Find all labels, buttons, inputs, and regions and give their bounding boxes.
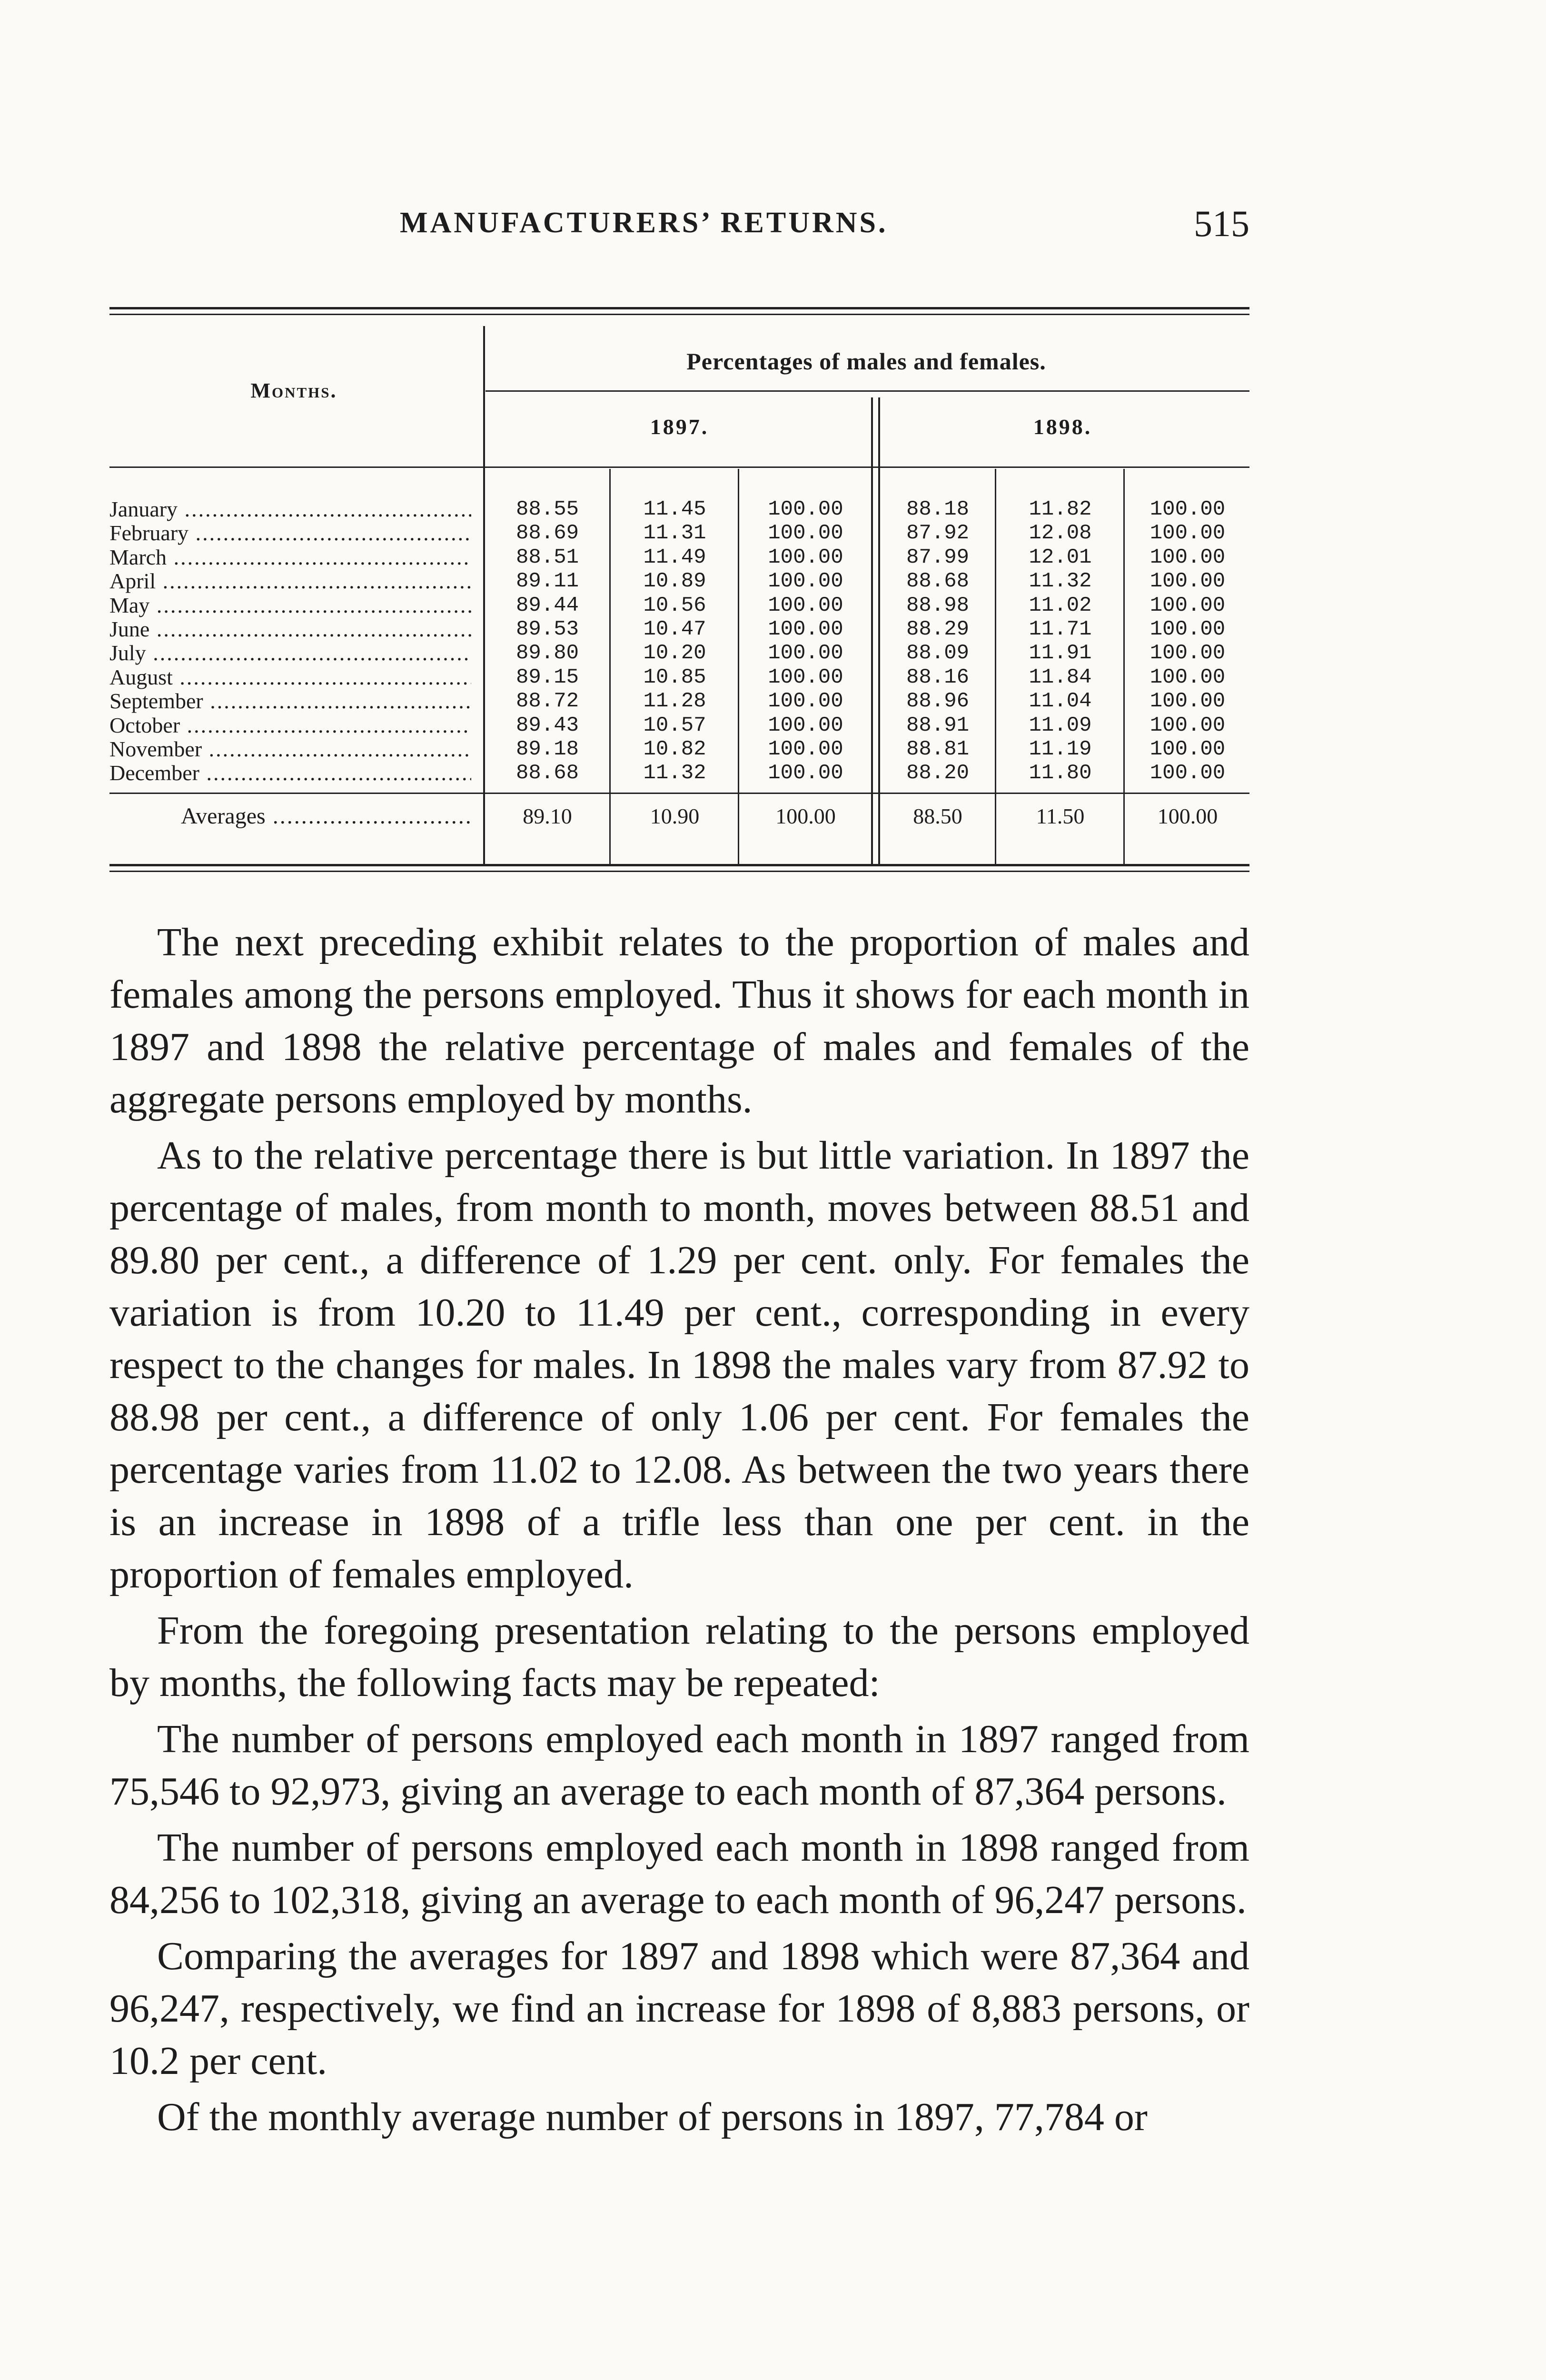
paragraph: From the foregoing presentation relating to the persons employed by months, the following facts may be repeated:	[109, 1608, 1249, 1705]
males-1897: 88.68	[515, 761, 579, 785]
males-1898: 88.20	[906, 761, 970, 785]
total-1897: 100.00	[768, 665, 843, 689]
table-body	[109, 497, 1249, 785]
percentages-header: Percentages of males and females.	[686, 348, 1046, 375]
table-row	[109, 665, 1249, 689]
paragraph: The next preceding exhibit relates to the proportion of males and females among the persons employed. Thus it shows for each month in 1897 and 1898 the relative percentage of males and females of the aggregate persons employed by months.	[109, 920, 1249, 1121]
males-1897: 89.80	[515, 641, 579, 665]
total-1898: 100.00	[1150, 569, 1226, 594]
table-top-rule-inner	[109, 314, 1249, 315]
avg-females-1897: 10.90	[650, 804, 700, 828]
females-1898: 11.71	[1029, 617, 1092, 641]
total-1898: 100.00	[1150, 521, 1226, 545]
females-1897: 10.82	[643, 737, 706, 761]
males-1897: 88.51	[515, 545, 579, 569]
month-label: April .....	[109, 569, 471, 593]
total-1897: 100.00	[768, 737, 843, 761]
females-1897: 10.57	[643, 713, 706, 737]
females-1897: 10.89	[643, 569, 706, 594]
total-1897: 100.00	[768, 545, 843, 569]
total-1897: 100.00	[768, 497, 843, 521]
males-1898: 87.99	[906, 545, 970, 569]
percentage-table	[109, 307, 1249, 878]
table-row	[109, 689, 1249, 713]
paragraph: The number of persons employed each month in 1898 ranged from 84,256 to 102,318, giving an average to each month of 96,247 persons.	[109, 1825, 1249, 1922]
table-row	[109, 641, 1249, 665]
males-1897: 88.55	[515, 497, 579, 521]
total-1897: 100.00	[768, 713, 843, 737]
males-1898: 88.96	[906, 689, 970, 714]
females-1898: 11.80	[1029, 761, 1092, 785]
total-1898: 100.00	[1150, 641, 1226, 665]
month-label: October .....	[109, 714, 471, 737]
males-1898: 87.92	[906, 521, 970, 545]
females-1898: 12.08	[1029, 521, 1092, 545]
table-bottom-rule-inner	[109, 871, 1249, 872]
table-row	[109, 761, 1249, 785]
males-1897: 88.69	[515, 521, 579, 545]
month-label: November .....	[109, 737, 471, 761]
total-1898: 100.00	[1150, 665, 1226, 689]
males-1897: 89.15	[515, 665, 579, 689]
table-row	[109, 737, 1249, 761]
total-1898: 100.00	[1150, 761, 1226, 785]
total-1897: 100.00	[768, 641, 843, 665]
females-1898: 12.01	[1029, 545, 1092, 569]
year-1897-header: 1897.	[650, 415, 709, 439]
males-1898: 88.81	[906, 737, 970, 761]
year-1898-header: 1898.	[1033, 415, 1092, 439]
females-1897: 10.20	[643, 641, 706, 665]
total-1898: 100.00	[1150, 617, 1226, 641]
month-label: August .....	[109, 665, 471, 689]
month-label: January .....	[109, 497, 471, 521]
females-1897: 10.56	[643, 593, 706, 617]
table-row	[109, 497, 1249, 521]
females-1897: 11.49	[643, 545, 706, 569]
total-1898: 100.00	[1150, 689, 1226, 714]
total-1898: 100.00	[1150, 593, 1226, 617]
males-1898: 88.29	[906, 617, 970, 641]
females-1898: 11.84	[1029, 665, 1092, 689]
averages-top-rule	[109, 793, 1249, 794]
total-1898: 100.00	[1150, 545, 1226, 569]
table-row	[109, 714, 1249, 737]
males-1897: 89.43	[515, 713, 579, 737]
females-1898: 11.19	[1029, 737, 1092, 761]
avg-total-1898: 100.00	[1157, 804, 1218, 828]
avg-males-1897: 89.10	[523, 804, 572, 828]
month-label: June .....	[109, 617, 471, 641]
total-1898: 100.00	[1150, 737, 1226, 761]
table-row	[109, 545, 1249, 569]
males-1897: 89.18	[515, 737, 579, 761]
table-row	[109, 521, 1249, 545]
header-bottom-rule	[109, 466, 1249, 468]
males-1898: 88.98	[906, 593, 970, 617]
table-row	[109, 594, 1249, 617]
total-1897: 100.00	[768, 617, 843, 641]
paragraph: As to the relative percentage there is but little variation. In 1897 the percentage of males, from month to month, moves between 88.51 and 89.80 per cent., a difference of 1.29 per cent. only. For females the variation is from 10.20 to 11.49 per cent., corresponding in every respect to the changes for males. In 1898 the males vary from 87.92 to 88.98 per cent., a difference of only 1.06 per cent. For females the percentage varies from 11.02 to 12.08. As between the two years there is an increase in 1898 of a trifle less than one per cent. in the proportion of females employed.	[109, 1133, 1249, 1597]
total-1897: 100.00	[768, 569, 843, 594]
paragraph: The number of persons employed each month in 1897 ranged from 75,546 to 92,973, giving an average to each month of 87,364 persons.	[109, 1717, 1249, 1814]
females-1898: 11.82	[1029, 497, 1092, 521]
month-label: July .....	[109, 641, 471, 665]
avg-total-1897: 100.00	[775, 804, 836, 828]
body-text	[109, 916, 1249, 2147]
females-1898: 11.04	[1029, 689, 1092, 714]
avg-males-1898: 88.50	[913, 804, 962, 828]
males-1898: 88.16	[906, 665, 970, 689]
males-1897: 89.11	[515, 569, 579, 594]
page-number: 515	[1194, 203, 1249, 244]
females-1898: 11.32	[1029, 569, 1092, 594]
total-1897: 100.00	[768, 521, 843, 545]
table-row	[109, 617, 1249, 641]
month-label: September .....	[109, 689, 471, 713]
avg-females-1898: 11.50	[1036, 804, 1085, 828]
table-row	[109, 569, 1249, 593]
males-1898: 88.09	[906, 641, 970, 665]
males-1897: 88.72	[515, 689, 579, 714]
total-1897: 100.00	[768, 593, 843, 617]
females-1898: 11.02	[1029, 593, 1092, 617]
females-1898: 11.09	[1029, 713, 1092, 737]
month-label: December .....	[109, 761, 471, 785]
females-1897: 11.32	[643, 761, 706, 785]
month-label: May .....	[109, 594, 471, 617]
running-header	[109, 198, 1249, 250]
males-1897: 89.44	[515, 593, 579, 617]
percentages-header-rule	[486, 390, 1249, 392]
month-label: March .....	[109, 545, 471, 569]
averages-label: Averages .....	[181, 802, 471, 831]
males-1898: 88.68	[906, 569, 970, 594]
total-1898: 100.00	[1150, 497, 1226, 521]
males-1897: 89.53	[515, 617, 579, 641]
table-bottom-rule	[109, 864, 1249, 866]
females-1897: 11.28	[643, 689, 706, 714]
total-1897: 100.00	[768, 689, 843, 714]
paragraph: Of the monthly average number of persons in 1897, 77,784 or	[157, 2095, 1148, 2139]
month-label: February .....	[109, 521, 471, 545]
paragraph: Comparing the averages for 1897 and 1898 which were 87,364 and 96,247, respectively, we find an increase for 1898 of 8,883 persons, or 10.2 per cent.	[109, 1934, 1249, 2083]
table-top-rule	[109, 307, 1249, 309]
males-1898: 88.18	[906, 497, 970, 521]
females-1897: 10.47	[643, 617, 706, 641]
averages-row	[109, 802, 1249, 831]
females-1898: 11.91	[1029, 641, 1092, 665]
total-1897: 100.00	[768, 761, 843, 785]
running-title: MANUFACTURERS’ RETURNS.	[400, 207, 888, 239]
total-1898: 100.00	[1150, 713, 1226, 737]
months-header: Months.	[250, 379, 337, 402]
females-1897: 11.45	[643, 497, 706, 521]
males-1898: 88.91	[906, 713, 970, 737]
females-1897: 10.85	[643, 665, 706, 689]
females-1897: 11.31	[643, 521, 706, 545]
